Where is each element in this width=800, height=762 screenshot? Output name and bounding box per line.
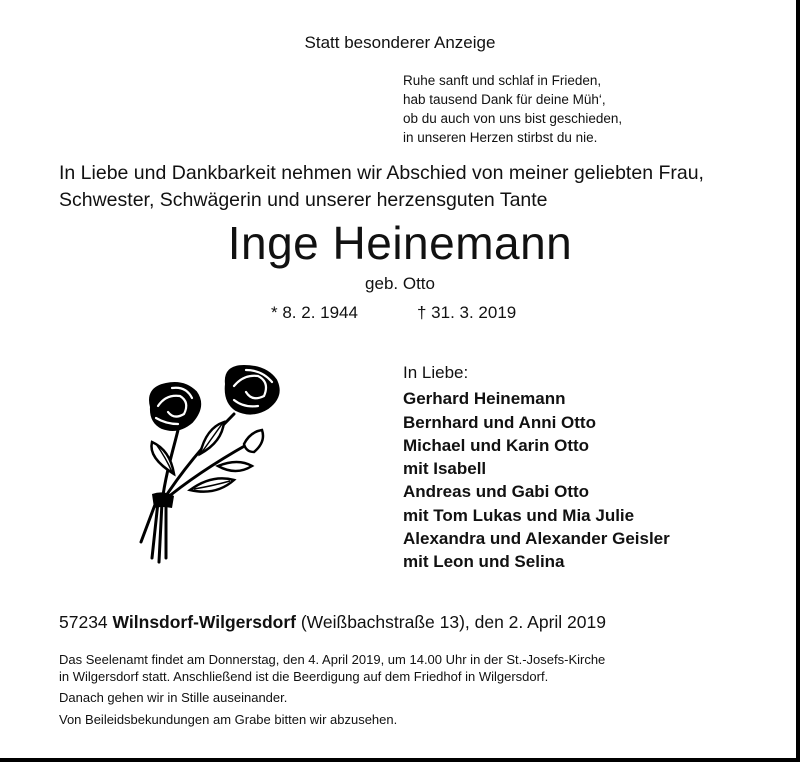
mourners-list [403,361,670,574]
notice-paragraph [59,652,605,685]
address-street-date: (Weißbachstraße 13), den 2. April 2019 [300,612,606,632]
notice-paragraph: Von Beileidsbekundungen am Grabe bitten wir abzusehen. [59,711,398,727]
notice-line: in Wilgersdorf statt. Anschließend ist die Beerdigung auf dem Friedhof in Wilgersdorf. [59,668,549,684]
header-line: Statt besonderer Anzeige [304,33,496,52]
poem-line: Ruhe sanft und schlaf in Frieden, [403,73,602,88]
intro-text [59,160,704,214]
mourner-line: mit Isabell [403,459,487,479]
poem-line: hab tausend Dank für deine Müh‘, [403,92,606,107]
notice-paragraph: Danach gehen wir in Stille auseinander. [59,690,288,705]
mourner-line: Michael und Karin Otto [403,435,590,455]
address-zip: 57234 [59,612,108,632]
mourner-group [403,480,670,527]
funeral-notice [59,652,605,728]
deceased-name: Inge Heinemann [227,217,573,269]
mourner-line: mit Leon und Selina [403,552,565,572]
address-line [59,612,606,633]
maiden-name: geb. Otto [365,274,435,293]
mourner-group [403,411,670,434]
notice-line: Das Seelenamt findet am Donnerstag, den 4. April 2019, um 14.00 Uhr in der St.-Josefs-Kirche [59,652,606,667]
intro-line: Schwester, Schwägerin und unserer herzensguten Tante [59,189,548,211]
mourner-group [403,527,670,574]
poem-line: ob du auch von uns bist geschieden, [403,111,623,126]
mourner-line: Gerhard Heinemann [403,389,566,409]
poem-line: in unseren Herzen stirbst du nie. [403,130,598,145]
poem [403,71,622,147]
mourner-line: Alexandra und Alexander Geisler [403,529,670,549]
mourner-line: Bernhard und Anni Otto [403,412,596,432]
death-date: † 31. 3. 2019 [417,303,517,322]
address-town: Wilnsdorf-Wilgersdorf [112,612,296,632]
mourner-line: Andreas und Gabi Otto [403,482,590,502]
mourner-group [403,434,670,481]
rose-bouquet-icon [126,362,286,577]
birth-date: * 8. 2. 1944 [271,303,358,322]
intro-line: In Liebe und Dankbarkeit nehmen wir Abschied von meiner geliebten Frau, [59,162,704,184]
mourner-line: mit Tom Lukas und Mia Julie [403,505,635,525]
mourner-group [403,387,670,410]
mourners-lead: In Liebe: [403,363,469,382]
